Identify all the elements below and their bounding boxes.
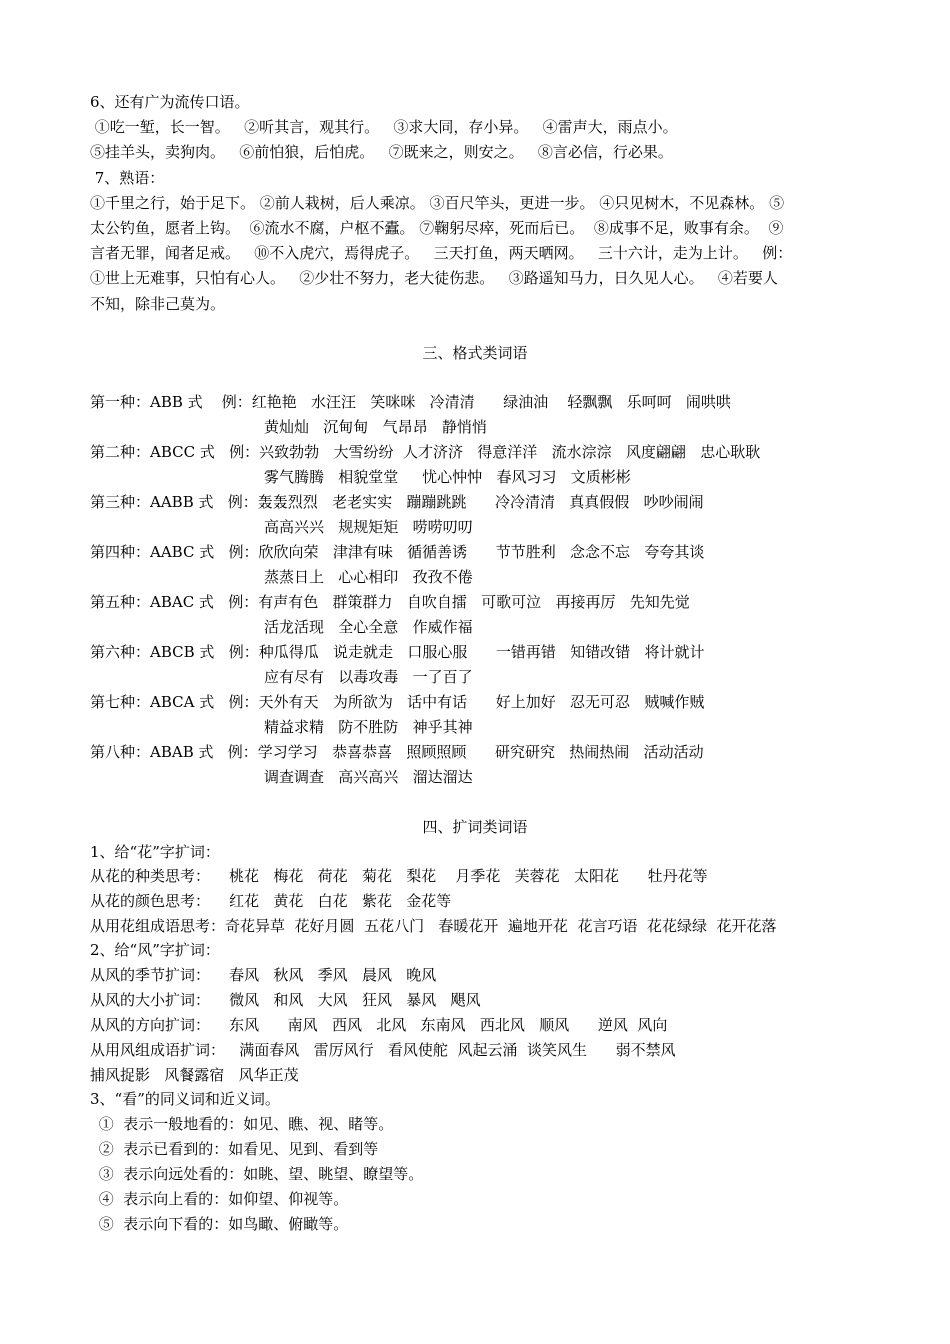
pattern-line: 第七种：ABCA 式 例：天外有天 为所欲为 话中有话 好上加好 忍无可忍 贼喊作贼 [90, 693, 705, 711]
text-line: 言者无罪，闻者足戒。 ⑩不入虎穴，焉得虎子。 三天打鱼，两天晒网。 三十六计，走为上计。 例： [90, 244, 793, 262]
text-line: 3、“看”的同义词和近义词。 [90, 1090, 280, 1108]
pattern-continuation: 应有尽有 以毒攻毒 一了百了 [264, 668, 473, 686]
text-line: 从用花组成语思考：奇花异草 花好月圆 五花八门 春暖花开 遍地开花 花言巧语 花花绿绿 花开花落 [90, 917, 777, 935]
pattern-continuation: 活龙活现 全心全意 作威作福 [264, 618, 473, 636]
text-line: 太公钓鱼，愿者上钩。 ⑥流水不腐，户枢不蠹。 ⑦鞠躬尽瘁，死而后已。 ⑧成事不足，败事有余。 ⑨ [90, 219, 784, 237]
text-line: 从用风组成语扩词： 满面春风 雷厉风行 看风使舵 风起云涌 谈笑风生 弱不禁风 [90, 1041, 676, 1059]
text-line: 从花的颜色思考： 红花 黄花 白花 紫花 金花等 [90, 892, 452, 910]
text-line: 1、给“花”字扩词： [90, 843, 220, 861]
pattern-line: 第六种：ABCB 式 例：种瓜得瓜 说走就走 口服心服 一错再错 知错改错 将计就计 [90, 643, 705, 661]
pattern-continuation: 精益求精 防不胜防 神乎其神 [264, 718, 473, 736]
pattern-line: 第五种：ABAC 式 例：有声有色 群策群力 自吹自擂 可歌可泣 再接再厉 先知先觉 [90, 593, 690, 611]
text-line: 从风的大小扩词： 微风 和风 大风 狂风 暴风 飓风 [90, 991, 481, 1009]
pattern-line: 第二种：ABCC 式 例：兴致勃勃 大雪纷纷 人才济济 得意洋洋 流水淙淙 风度翩翩 忠心耿耿 [90, 443, 761, 461]
text-line: ①世上无难事，只怕有心人。 ②少壮不努力，老大徒伤悲。 ③路遥知马力，日久见人心。 ④若要人 [90, 269, 778, 287]
text-line: ①吃一堑，长一智。 ②听其言，观其行。 ③求大同，存小异。 ④雷声大，雨点小。 [90, 118, 678, 136]
text-line: 6、还有广为流传口语。 [90, 93, 250, 111]
pattern-line: 第四种：AABC 式 例：欣欣向荣 津津有味 循循善诱 节节胜利 念念不忘 夸夸其谈 [90, 543, 705, 561]
section-title: 四、扩词类词语 [422, 818, 528, 836]
text-line: 不知，除非己莫为。 [90, 295, 226, 313]
pattern-continuation: 高高兴兴 规规矩矩 唠唠叨叨 [264, 518, 473, 536]
pattern-continuation: 黄灿灿 沉甸甸 气昂昂 静悄悄 [264, 418, 487, 436]
pattern-continuation: 调查调查 高兴高兴 溜达溜达 [264, 768, 473, 786]
list-item: ④ 表示向上看的：如仰望、仰视等。 [94, 1190, 349, 1208]
pattern-line: 第三种：AABB 式 例：轰轰烈烈 老老实实 蹦蹦跳跳 冷冷清清 真真假假 吵吵闹闹 [90, 493, 704, 511]
pattern-line: 第八种：ABAB 式 例：学习学习 恭喜恭喜 照顾照顾 研究研究 热闹热闹 活动活动 [90, 743, 704, 761]
text-line: 2、给“风”字扩词： [90, 941, 220, 959]
text-line: 7、熟语： [90, 169, 165, 187]
text-line: 从风的方向扩词： 东风 南风 西风 北风 东南风 西北风 顺风 逆风 风向 [90, 1016, 668, 1034]
list-item: ② 表示已看到的：如看见、见到、看到等 [94, 1140, 379, 1158]
list-item: ⑤ 表示向下看的：如鸟瞰、俯瞰等。 [94, 1215, 349, 1233]
list-item: ① 表示一般地看的：如见、瞧、视、睹等。 [94, 1115, 394, 1133]
text-line: ①千里之行，始于足下。 ②前人栽树，后人乘凉。 ③百尺竿头，更进一步。 ④只见树木，不见森林。 ⑤ [90, 194, 785, 212]
pattern-continuation: 蒸蒸日上 心心相印 孜孜不倦 [264, 568, 473, 586]
text-line: 从风的季节扩词： 春风 秋风 季风 晨风 晚风 [90, 966, 437, 984]
list-item: ③ 表示向远处看的：如眺、望、眺望、瞭望等。 [94, 1165, 424, 1183]
pattern-line: 第一种：ABB 式 例：红艳艳 水汪汪 笑咪咪 冷清清 绿油油 轻飘飘 乐呵呵 闹哄哄 [90, 393, 731, 411]
pattern-continuation: 雾气腾腾 相貌堂堂 忧心忡忡 春风习习 文质彬彬 [264, 468, 631, 486]
text-line: 捕风捉影 风餐露宿 风华正茂 [90, 1066, 299, 1084]
text-line: ⑤挂羊头，卖狗肉。 ⑥前怕狼，后怕虎。 ⑦既来之，则安之。 ⑧言必信，行必果。 [90, 143, 673, 161]
section-title: 三、格式类词语 [422, 344, 528, 362]
text-line: 从花的种类思考： 桃花 梅花 荷花 菊花 梨花 月季花 芙蓉花 太阳花 牡丹花等 [90, 867, 708, 885]
